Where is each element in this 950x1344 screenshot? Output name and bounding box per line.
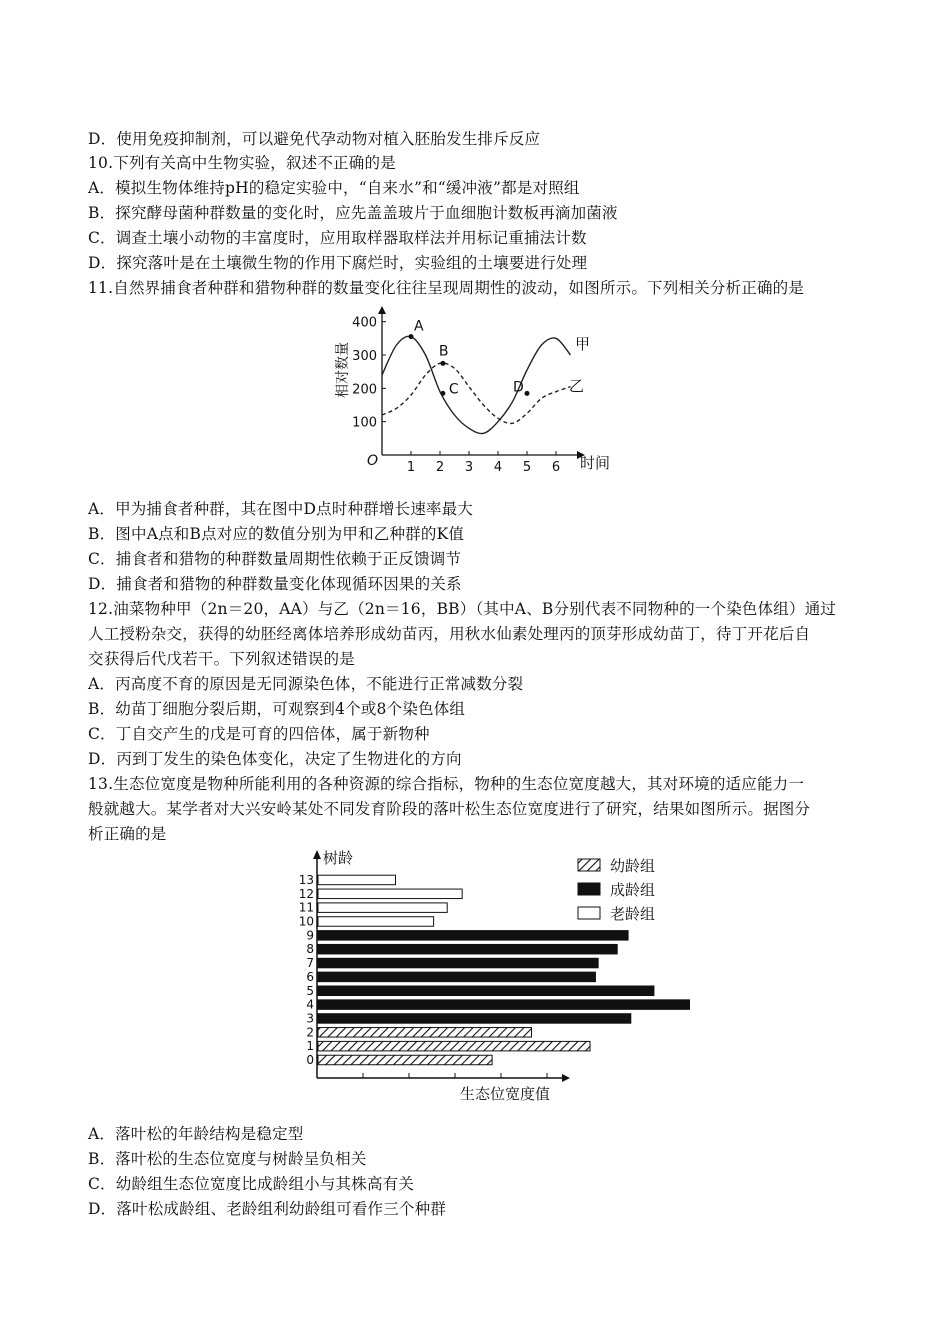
q10-option-d: D．探究落叶是在土壤微生物的作用下腐烂时，实验组的土壤要进行处理 bbox=[88, 254, 588, 272]
bar-age-1 bbox=[318, 1041, 590, 1051]
tick-label-age-1: 1 bbox=[306, 1039, 314, 1054]
series-yi-label: 乙 bbox=[569, 377, 585, 395]
population-line-chart bbox=[325, 305, 625, 480]
tick-label-age-10: 10 bbox=[298, 914, 314, 929]
line-chart-ylabel: 相对数量 bbox=[335, 342, 351, 398]
x-tick-label: 3 bbox=[464, 460, 474, 475]
x-axis-arrow bbox=[562, 1074, 570, 1082]
q13-option-c: C．幼龄组生态位宽度比成龄组小与其株高有关 bbox=[88, 1175, 415, 1193]
tick-label-age-2: 2 bbox=[306, 1025, 314, 1040]
x-tick-label: 2 bbox=[435, 460, 445, 475]
tick-label-age-4: 4 bbox=[306, 997, 314, 1012]
bar-age-4 bbox=[318, 1000, 690, 1010]
q13-stem-line2: 般就越大。某学者对大兴安岭某处不同发育阶段的落叶松生态位宽度进行了研究，结果如图所示。据图分 bbox=[88, 800, 811, 818]
q12-option-d: D．丙到丁发生的染色体变化，决定了生物进化的方向 bbox=[88, 750, 462, 768]
q11-option-d: D．捕食者和猎物的种群数量变化体现循环因果的关系 bbox=[88, 575, 462, 593]
q12-option-a: A．丙高度不育的原因是无同源染色体，不能进行正常减数分裂 bbox=[88, 675, 524, 693]
bar-age-2 bbox=[318, 1028, 532, 1038]
bar-age-0 bbox=[318, 1055, 492, 1065]
y-tick-label: 300 bbox=[352, 349, 377, 364]
tick-label-age-0: 0 bbox=[306, 1053, 314, 1067]
q11-option-c: C．捕食者和猎物的种群数量周期性依赖于正反馈调节 bbox=[88, 550, 462, 568]
y-axis-arrow bbox=[313, 850, 321, 859]
q12-stem-line2: 人工授粉杂交，获得的幼胚经离体培养形成幼苗丙，用秋水仙素处理丙的顶芽形成幼苗丁，待丁开花后自 bbox=[88, 625, 811, 643]
x-tick-label: 6 bbox=[551, 460, 561, 475]
q13-option-a: A．落叶松的年龄结构是稳定型 bbox=[88, 1125, 304, 1143]
bar-age-11 bbox=[318, 903, 447, 913]
niche-width-bar-chart bbox=[290, 845, 690, 1107]
bar-chart-xlabel: 生态位宽度值 bbox=[460, 1085, 551, 1103]
legend-label-2: 老龄组 bbox=[610, 905, 656, 923]
q11-option-a: A．甲为捕食者种群，其在图中D点时种群增长速率最大 bbox=[88, 500, 474, 518]
bar-age-7 bbox=[318, 958, 598, 968]
bar-chart-ylabel: 树龄 bbox=[323, 849, 354, 867]
line-chart-origin: O bbox=[367, 453, 379, 469]
series-yi-line bbox=[382, 363, 571, 423]
q10-stem: 10.下列有关高中生物实验，叙述不正确的是 bbox=[88, 154, 396, 172]
tick-label-age-11: 11 bbox=[298, 900, 314, 915]
point-label-C: C bbox=[448, 381, 459, 398]
q9-option-d: D．使用免疫抑制剂，可以避免代孕动物对植入胚胎发生排斥反应 bbox=[88, 130, 541, 148]
legend-swatch-1 bbox=[578, 883, 600, 895]
bar-age-3 bbox=[318, 1014, 631, 1024]
q11-stem: 11.自然界捕食者种群和猎物种群的数量变化往往呈现周期性的波动，如图所示。下列相关分析正确的是 bbox=[88, 279, 805, 297]
point-label-D: D bbox=[513, 379, 524, 396]
q13-stem-line1: 13.生态位宽度是物种所能利用的各种资源的综合指标，物种的生态位宽度越大，其对环境的适应能力一 bbox=[88, 775, 805, 793]
legend-swatch-0 bbox=[578, 859, 600, 871]
q12-stem-line1: 12.油菜物种甲（2n＝20，AA）与乙（2n＝16，BB）（其中A、B分别代表不同物种的一个染色体组）通过 bbox=[88, 600, 837, 618]
y-tick-label: 400 bbox=[352, 315, 377, 331]
bar-age-9 bbox=[318, 931, 628, 941]
q11-option-b: B．图中A点和B点对应的数值分别为甲和乙种群的K值 bbox=[88, 525, 465, 543]
x-tick-label: 5 bbox=[522, 460, 532, 475]
q10-option-c: C．调查土壤小动物的丰富度时，应用取样器取样法并用标记重捕法计数 bbox=[88, 229, 587, 247]
legend-label-1: 成龄组 bbox=[610, 881, 656, 899]
tick-label-age-7: 7 bbox=[306, 956, 314, 971]
bar-age-8 bbox=[318, 944, 617, 954]
tick-label-age-5: 5 bbox=[306, 983, 314, 998]
q13-stem-line3: 析正确的是 bbox=[88, 825, 167, 843]
point-A bbox=[409, 334, 414, 339]
point-C bbox=[440, 391, 445, 396]
q12-stem-line3: 交获得后代戊若干。下列叙述错误的是 bbox=[88, 650, 355, 668]
legend-label-0: 幼龄组 bbox=[610, 857, 656, 875]
point-B bbox=[440, 361, 445, 366]
x-tick-label: 4 bbox=[493, 460, 503, 475]
q13-option-d: D．落叶松成龄组、老龄组利幼龄组可看作三个种群 bbox=[88, 1200, 447, 1218]
q12-option-c: C．丁自交产生的戊是可育的四倍体，属于新物种 bbox=[88, 725, 430, 743]
q10-option-b: B．探究酵母菌种群数量的变化时，应先盖盖玻片于血细胞计数板再滴加菌液 bbox=[88, 204, 618, 222]
tick-label-age-3: 3 bbox=[306, 1011, 314, 1026]
point-label-A: A bbox=[414, 318, 424, 335]
point-label-B: B bbox=[438, 343, 449, 360]
bar-age-12 bbox=[318, 889, 462, 899]
q12-option-b: B．幼苗丁细胞分裂后期，可观察到4个或8个染色体组 bbox=[88, 700, 466, 718]
y-axis-arrow bbox=[378, 306, 386, 314]
line-chart-axes bbox=[378, 306, 585, 459]
tick-label-age-8: 8 bbox=[306, 942, 314, 957]
bar-age-13 bbox=[318, 875, 396, 885]
bar-age-6 bbox=[318, 972, 595, 982]
y-tick-label: 200 bbox=[352, 382, 377, 398]
line-chart-xlabel: 时间 bbox=[580, 454, 611, 472]
y-tick-label: 100 bbox=[352, 415, 377, 431]
q10-option-a: A．模拟生物体维持pH的稳定实验中，“自来水”和“缓冲液”都是对照组 bbox=[88, 179, 580, 197]
series-jia-line bbox=[382, 336, 571, 433]
q13-option-b: B．落叶松的生态位宽度与树龄呈负相关 bbox=[88, 1150, 367, 1168]
x-tick-label: 1 bbox=[406, 460, 416, 475]
bar-age-10 bbox=[318, 917, 434, 927]
point-D bbox=[525, 391, 530, 396]
tick-label-age-6: 6 bbox=[306, 969, 314, 984]
tick-label-age-12: 12 bbox=[298, 886, 314, 901]
tick-label-age-9: 9 bbox=[306, 928, 314, 943]
legend-swatch-2 bbox=[578, 907, 600, 919]
series-jia-label: 甲 bbox=[575, 335, 591, 353]
bar-age-5 bbox=[318, 986, 654, 996]
tick-label-age-13: 13 bbox=[298, 872, 314, 887]
